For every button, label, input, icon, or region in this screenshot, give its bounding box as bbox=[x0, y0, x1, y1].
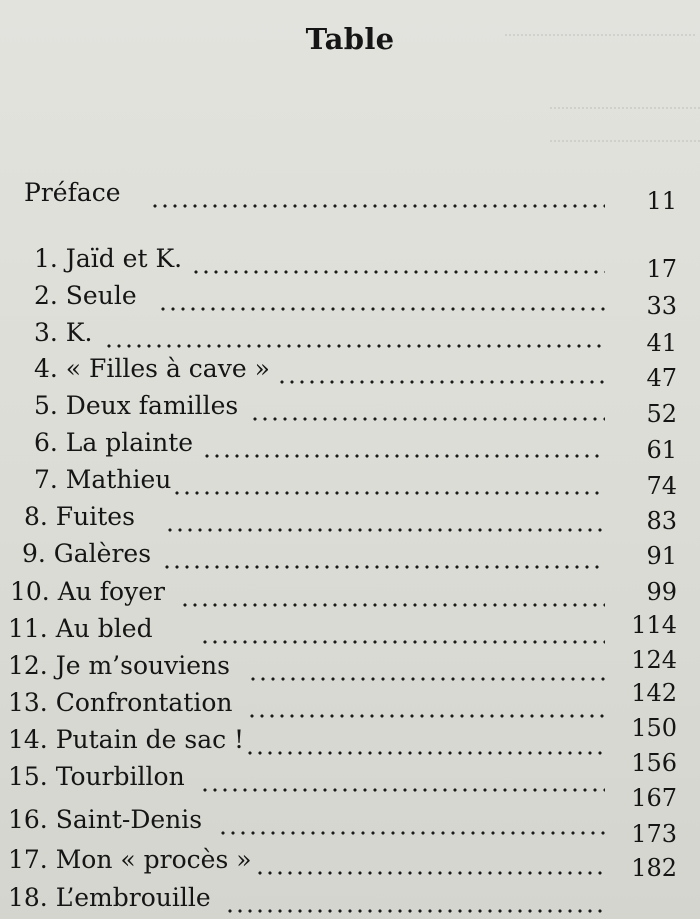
entry-label: 15. Tourbillon bbox=[8, 762, 185, 791]
dot-leader bbox=[162, 565, 605, 569]
dot-leader bbox=[218, 831, 605, 835]
entry-label: 16. Saint-Denis bbox=[8, 805, 203, 834]
toc-entry bbox=[0, 820, 700, 881]
dot-leader bbox=[191, 270, 605, 274]
toc-entry bbox=[0, 428, 700, 464]
entry-label: 8. Fuites bbox=[24, 502, 135, 531]
entry-page-number: 61 bbox=[646, 436, 677, 464]
entry-label: 13. Confrontation bbox=[8, 688, 233, 717]
entry-page-number: 99 bbox=[646, 578, 677, 606]
toc-entry bbox=[0, 391, 700, 427]
entry-label: 7. Mathieu bbox=[34, 465, 172, 494]
entry-page-number: 114 bbox=[631, 611, 677, 639]
toc-entry bbox=[0, 679, 700, 724]
dot-leader bbox=[245, 751, 605, 755]
dot-leader bbox=[150, 204, 605, 208]
entry-page-number: 167 bbox=[631, 784, 677, 812]
entry-label: 6. La plainte bbox=[34, 428, 194, 457]
toc-entry bbox=[0, 577, 700, 613]
toc-entry bbox=[0, 784, 700, 841]
dot-leader bbox=[255, 871, 605, 875]
entry-label: 12. Je m’souviens bbox=[8, 651, 230, 680]
dot-leader bbox=[172, 491, 605, 495]
entry-page-number: 41 bbox=[646, 329, 677, 357]
toc-entry bbox=[0, 611, 700, 650]
toc-entry bbox=[0, 714, 700, 761]
dot-leader bbox=[180, 603, 605, 607]
entry-label: 4. « Filles à cave » bbox=[34, 354, 270, 383]
toc-entry bbox=[0, 465, 700, 501]
entry-page-number: 124 bbox=[631, 646, 677, 674]
entry-page-number: 156 bbox=[631, 749, 677, 777]
entry-page-number: 173 bbox=[631, 820, 677, 848]
entry-label: 10. Au foyer bbox=[10, 577, 165, 606]
toc-entry bbox=[0, 502, 700, 538]
toc-entry bbox=[0, 749, 700, 798]
dot-leader bbox=[158, 307, 605, 311]
dot-leader bbox=[165, 528, 605, 532]
toc-entry bbox=[0, 281, 700, 320]
entry-page-number: 33 bbox=[646, 292, 677, 320]
toc-entry bbox=[0, 646, 700, 687]
entry-page-number: 150 bbox=[631, 714, 677, 742]
entry-page-number: 47 bbox=[646, 364, 677, 392]
entry-page-number: 52 bbox=[646, 400, 677, 428]
toc-entry bbox=[0, 178, 700, 214]
entry-label: 11. Au bled bbox=[8, 614, 153, 643]
entry-label: 9. Galères bbox=[22, 539, 152, 568]
entry-label: Préface bbox=[24, 178, 121, 207]
entry-label: 5. Deux familles bbox=[34, 391, 239, 420]
entry-page-number: 91 bbox=[646, 542, 677, 570]
toc-entry bbox=[0, 318, 700, 357]
toc-entry bbox=[0, 244, 700, 283]
dot-leader bbox=[104, 344, 605, 348]
toc-entry bbox=[0, 354, 700, 390]
page-title: Table bbox=[305, 22, 395, 56]
entry-page-number: 74 bbox=[646, 472, 677, 500]
entry-label: 17. Mon « procès » bbox=[8, 845, 252, 874]
entry-label: 18. L’embrouille bbox=[8, 883, 211, 912]
dot-leader bbox=[277, 380, 605, 384]
entry-label: 14. Putain de sac ! bbox=[8, 725, 245, 754]
toc-entry bbox=[0, 539, 700, 575]
dot-leader bbox=[200, 640, 605, 644]
entry-label: 1. Jaïd et K. bbox=[34, 244, 183, 273]
dot-leader bbox=[202, 454, 605, 458]
entry-label: 2. Seule bbox=[34, 281, 137, 310]
entry-page-number: 11 bbox=[646, 187, 677, 215]
entry-label: 3. K. bbox=[34, 318, 93, 347]
dot-leader bbox=[248, 677, 605, 681]
entry-page-number: 142 bbox=[631, 679, 677, 707]
entry-page-number: 182 bbox=[631, 854, 677, 882]
entry-page-number: 17 bbox=[646, 255, 677, 283]
entry-page-number: 83 bbox=[646, 507, 677, 535]
dot-leader bbox=[225, 909, 605, 913]
dot-leader bbox=[247, 714, 605, 718]
dot-leader bbox=[200, 788, 605, 792]
dot-leader bbox=[250, 417, 605, 421]
